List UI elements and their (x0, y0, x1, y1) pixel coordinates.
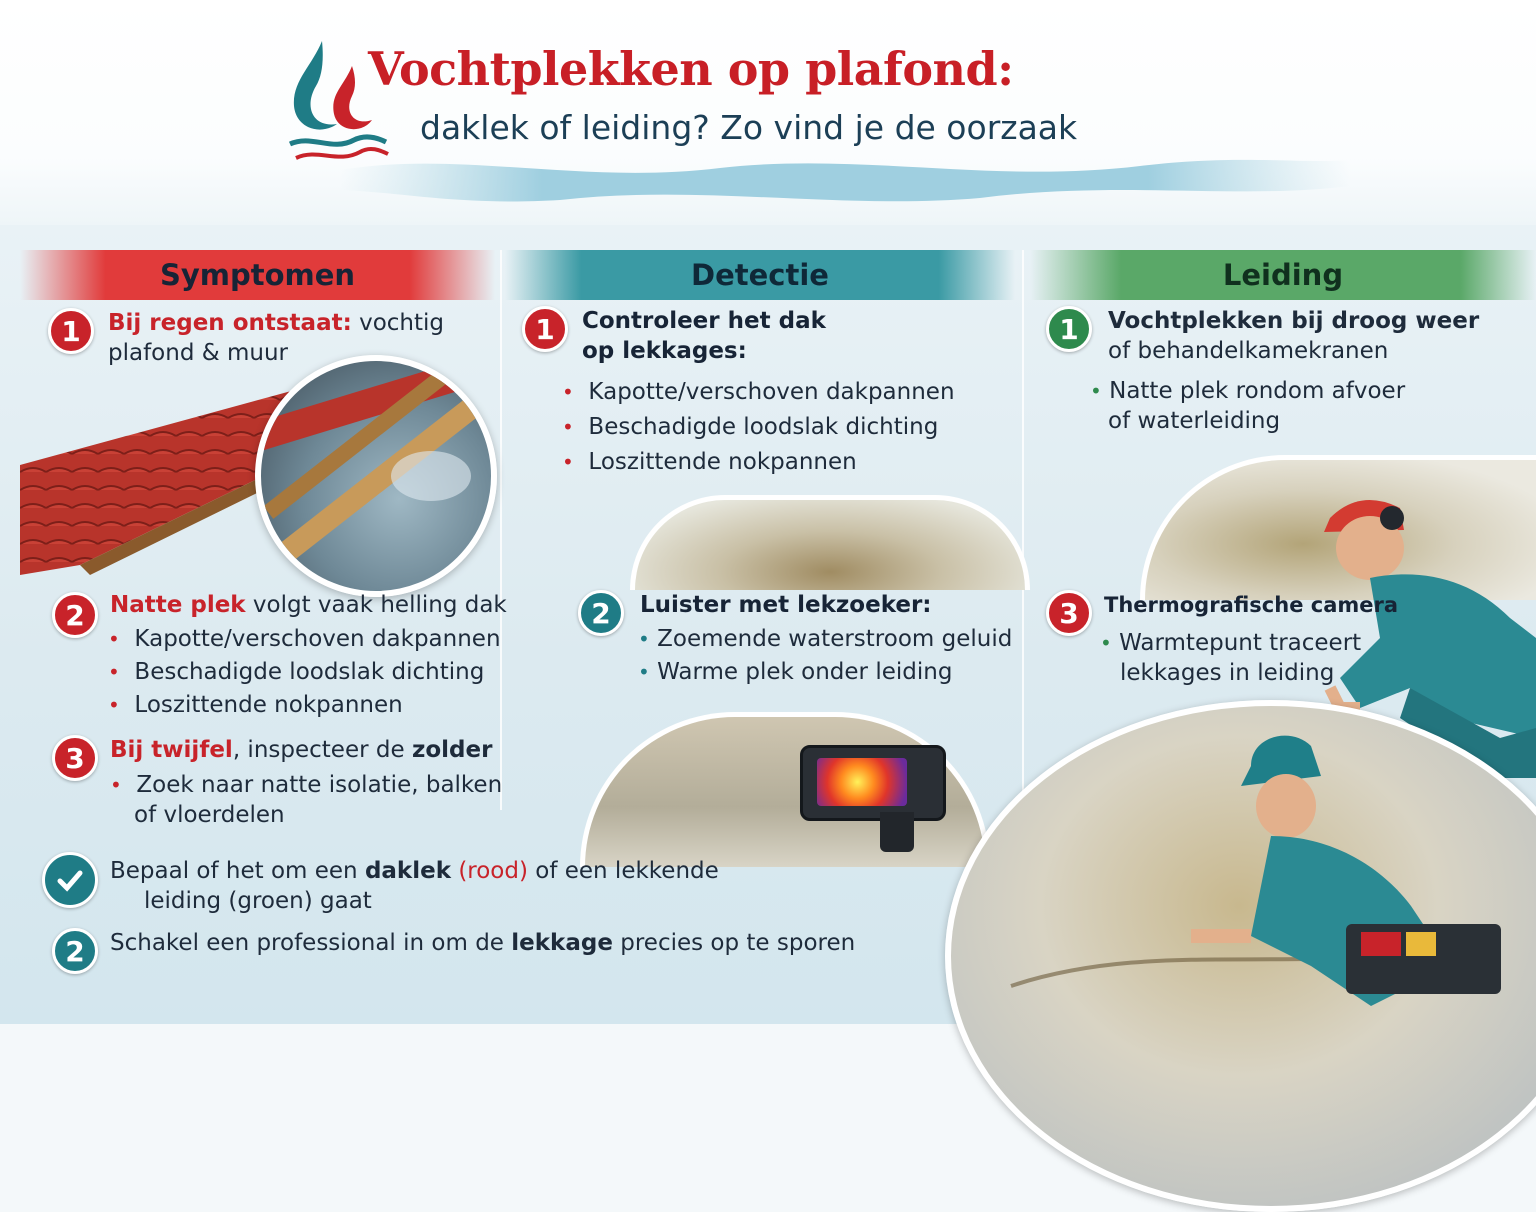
heading-leiding: Leiding (1030, 250, 1536, 300)
symptomen-step2-text (110, 590, 507, 620)
page-title: Vochtplekken op plafond: (368, 42, 1014, 96)
heading-symptomen: Symptomen (20, 250, 495, 300)
step-rest: volgt vaak helling dak (252, 592, 507, 618)
step-number: 1 (522, 306, 568, 352)
step-line2: plafond & muur (108, 340, 289, 366)
detectie-bullets (562, 377, 955, 477)
attic-leak-circle (255, 355, 497, 597)
footer-step2-text: Schakel een professional in om de lekkage precies op te sporen (110, 930, 856, 956)
heading-detectie: Detectie (505, 250, 1015, 300)
step-number: 1 (48, 308, 94, 354)
list-item: • Beschadigde loodslak dichting (108, 659, 485, 685)
list-item: • Zoemende waterstroom geluid (638, 626, 1013, 652)
list-item: • Loszittende nokpannen (562, 449, 857, 475)
step-number: 2 (52, 592, 98, 638)
symptomen-bullets (108, 624, 501, 720)
symptomen-step3-text (110, 735, 492, 765)
leiding-step3-title: Thermografische camera (1104, 593, 1399, 617)
camera-handle (880, 812, 914, 852)
symptomen-step3-bullet: • Zoek naar natte isolatie, balken of vloerdelen (110, 772, 503, 828)
step-lead: Bij regen ontstaat: (108, 310, 352, 336)
step-number: 1 (1046, 306, 1092, 352)
step-number: 2 (578, 590, 624, 636)
step-lead: Bij twijfel (110, 737, 233, 763)
step-number: 2 (52, 928, 98, 974)
step-lead: Natte plek (110, 592, 246, 618)
leiding-step3-bullet: • Warmtepunt traceert lekkages in leiding (1100, 630, 1362, 686)
ceiling-stain-arc (630, 495, 1030, 590)
page-subtitle: daklek of leiding? Zo vind je de oorzaak (420, 108, 1078, 147)
list-item: • Beschadigde loodslak dichting (562, 414, 939, 440)
step-mid: , inspecteer de (232, 737, 405, 763)
step-number: 3 (52, 735, 98, 781)
step-end: zolder (411, 737, 493, 763)
detectie-step2-bullets (638, 624, 1012, 687)
checkmark-icon (42, 852, 98, 908)
thermal-camera-icon (800, 745, 946, 821)
column-divider (500, 250, 502, 810)
list-item: • Kapotte/verschoven dakpannen (108, 626, 501, 652)
list-item: • Kapotte/verschoven dakpannen (562, 379, 955, 405)
detectie-step1-text: Controleer het dak op lekkages: (582, 308, 826, 364)
step-rest: vochtig (359, 310, 445, 336)
step-number: 3 (1046, 590, 1092, 636)
list-item: • Warme plek onder leiding (638, 659, 953, 685)
detectie-step2-text: Luister met lekzoeker: (640, 592, 932, 618)
leiding-step1-text: Vochtplekken bij droog weer of behandelkamekranen (1108, 308, 1480, 364)
leiding-step1-bullet: • Natte plek rondom afvoer of waterleiding (1090, 378, 1406, 434)
footer-check-text: Bepaal of het om een daklek (rood) of een lekkende leiding (groen) gaat (110, 858, 719, 914)
column-divider (1022, 250, 1024, 810)
list-item: • Loszittende nokpannen (108, 692, 403, 718)
water-splash (340, 140, 1350, 210)
